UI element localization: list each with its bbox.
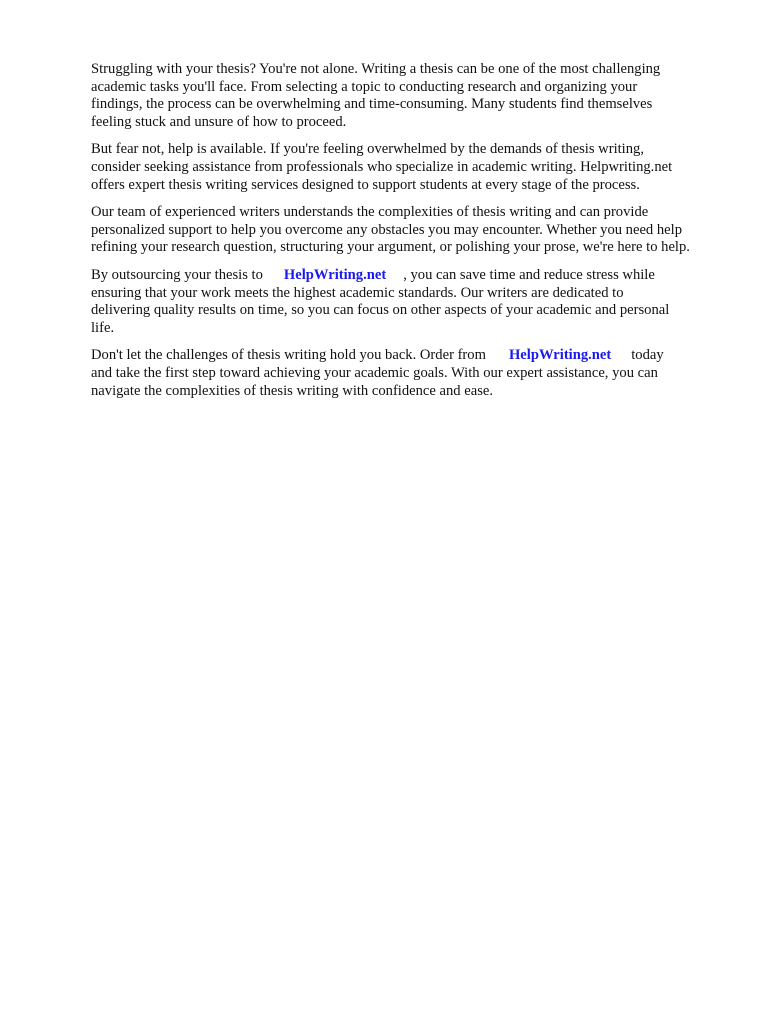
text-segment: Don't let the challenges of thesis writing hold you back. Order from: [91, 347, 486, 364]
paragraph-2: [91, 141, 731, 194]
paragraph-4: [91, 267, 731, 337]
text-segment: , you can save time and reduce stress while: [403, 266, 655, 283]
helpwriting-link[interactable]: HelpWriting.net: [508, 347, 612, 364]
text-line: feeling stuck and unsure of how to proceed.: [91, 113, 347, 130]
text-line: delivering quality results on time, so you can focus on other aspects of your academic and personal: [91, 302, 670, 319]
text-line: offers expert thesis writing services designed to support students at every stage of the process.: [91, 176, 640, 193]
text-line: refining your research question, structuring your argument, or polishing your prose, we're here to help.: [91, 239, 690, 256]
text-line: navigate the complexities of thesis writing with confidence and ease.: [91, 382, 494, 399]
text-line: [91, 347, 731, 365]
paragraph-5: [91, 347, 731, 400]
text-line: consider seeking assistance from professionals who specialize in academic writing. Helpwriting.net: [91, 158, 673, 175]
text-line: life.: [91, 319, 115, 336]
text-line: and take the first step toward achieving your academic goals. With our expert assistance, you can: [91, 364, 658, 381]
text-segment: today: [631, 347, 664, 364]
document-body: [91, 61, 731, 410]
text-segment: By outsourcing your thesis to: [91, 266, 263, 283]
text-line: Our team of experienced writers understands the complexities of thesis writing and can provide: [91, 204, 649, 221]
text-line: academic tasks you'll face. From selecting a topic to conducting research and organizing your: [91, 78, 638, 95]
text-line: But fear not, help is available. If you're feeling overwhelmed by the demands of thesis writing,: [91, 141, 644, 158]
text-line: [91, 267, 731, 285]
paragraph-1: [91, 61, 731, 131]
helpwriting-link[interactable]: HelpWriting.net: [283, 266, 387, 283]
paragraph-3: [91, 204, 731, 257]
text-line: findings, the process can be overwhelming and time-consuming. Many students find themselves: [91, 96, 653, 113]
text-line: personalized support to help you overcome any obstacles you may encounter. Whether you need help: [91, 221, 683, 238]
text-line: ensuring that your work meets the highest academic standards. Our writers are dedicated to: [91, 284, 624, 301]
text-line: Struggling with your thesis? You're not alone. Writing a thesis can be one of the most challenging: [91, 61, 661, 77]
